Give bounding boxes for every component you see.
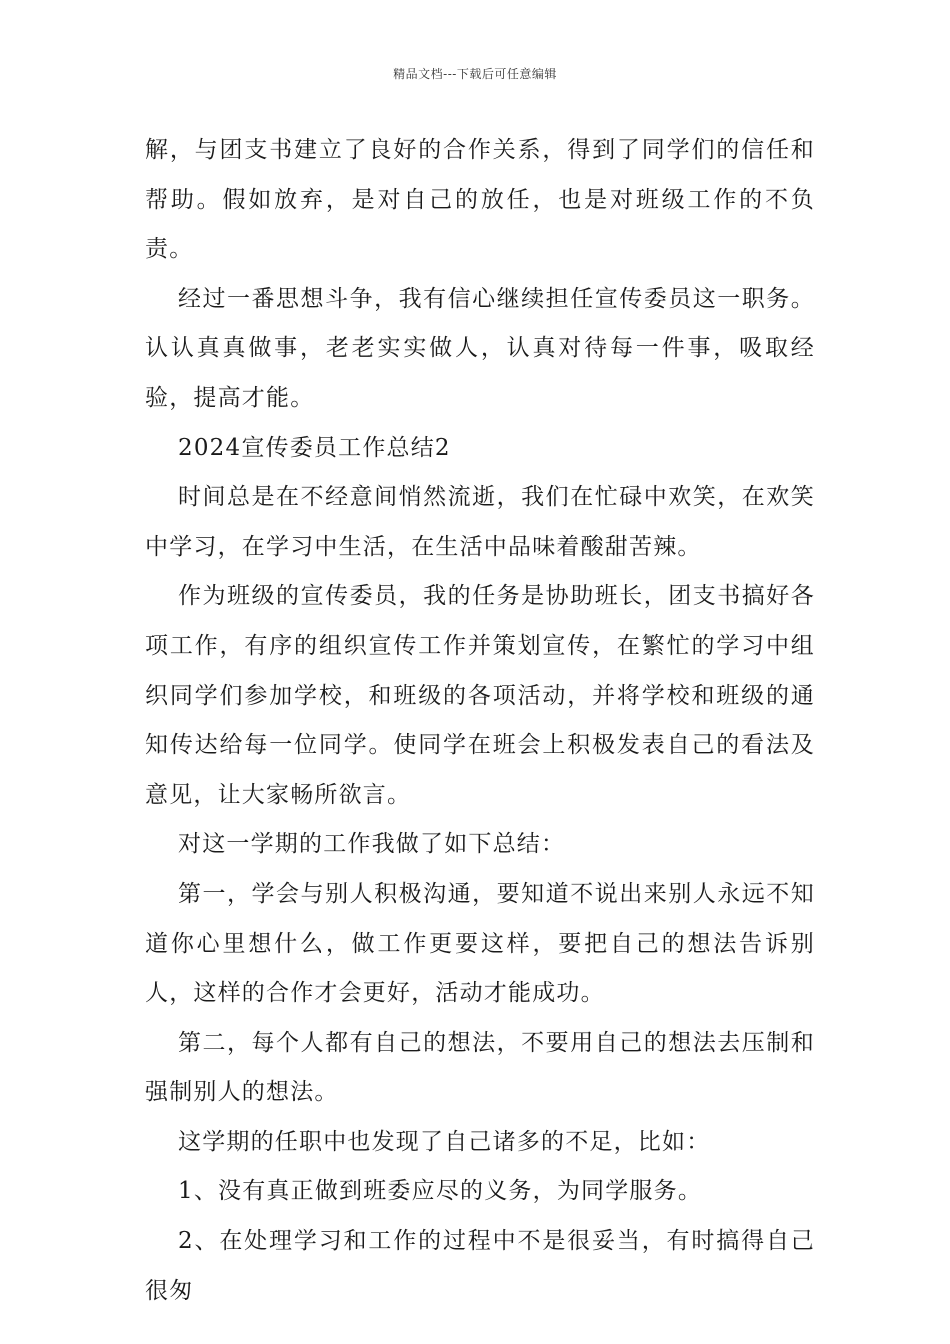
- list-item: 1、没有真正做到班委应尽的义务，为同学服务。: [178, 1178, 703, 1205]
- paragraph: 这学期的任职中也发现了自己诸多的不足，比如：: [178, 1128, 711, 1155]
- page-header: 精品文档---下载后可任意编辑: [393, 67, 557, 81]
- paragraph: 第一，学会与别人积极沟通，要知道不说出来别人永远不知道你心里想什么，做工作更要这样，要把自己的想法告诉别人，这样的合作才会更好，活动才能成功。: [145, 880, 815, 1007]
- paragraph: 对这一学期的工作我做了如下总结：: [178, 831, 566, 858]
- paragraph: 第二，每个人都有自己的想法，不要用自己的想法去压制和强制别人的想法。: [145, 1029, 815, 1106]
- paragraph: 经过一番思想斗争，我有信心继续担任宣传委员这一职务。认认真真做事，老老实实做人，认真对待每一件事，吸取经验，提高才能。: [145, 285, 815, 411]
- list-item: 2、在处理学习和工作的过程中不是很妥当，有时搞得自己很匆: [145, 1228, 815, 1304]
- paragraph-continuation: 解，与团支书建立了良好的合作关系，得到了同学们的信任和帮助。假如放弃，是对自己的放任，也是对班级工作的不负责。: [145, 137, 815, 263]
- document-body: [145, 126, 815, 1316]
- paragraph: 时间总是在不经意间悄然流逝，我们在忙碌中欢笑，在欢笑中学习，在学习中生活，在生活中品味着酸甜苦辣。: [145, 484, 815, 560]
- section-heading: 2024宣传委员工作总结2: [178, 434, 451, 461]
- paragraph: 作为班级的宣传委员，我的任务是协助班长，团支书搞好各项工作，有序的组织宣传工作并策划宣传，在繁忙的学习中组织同学们参加学校，和班级的各项活动，并将学校和班级的通知传达给每一位同学。使同学在班会上积极发表自己的看法及意见，让大家畅所欲言。: [145, 583, 815, 808]
